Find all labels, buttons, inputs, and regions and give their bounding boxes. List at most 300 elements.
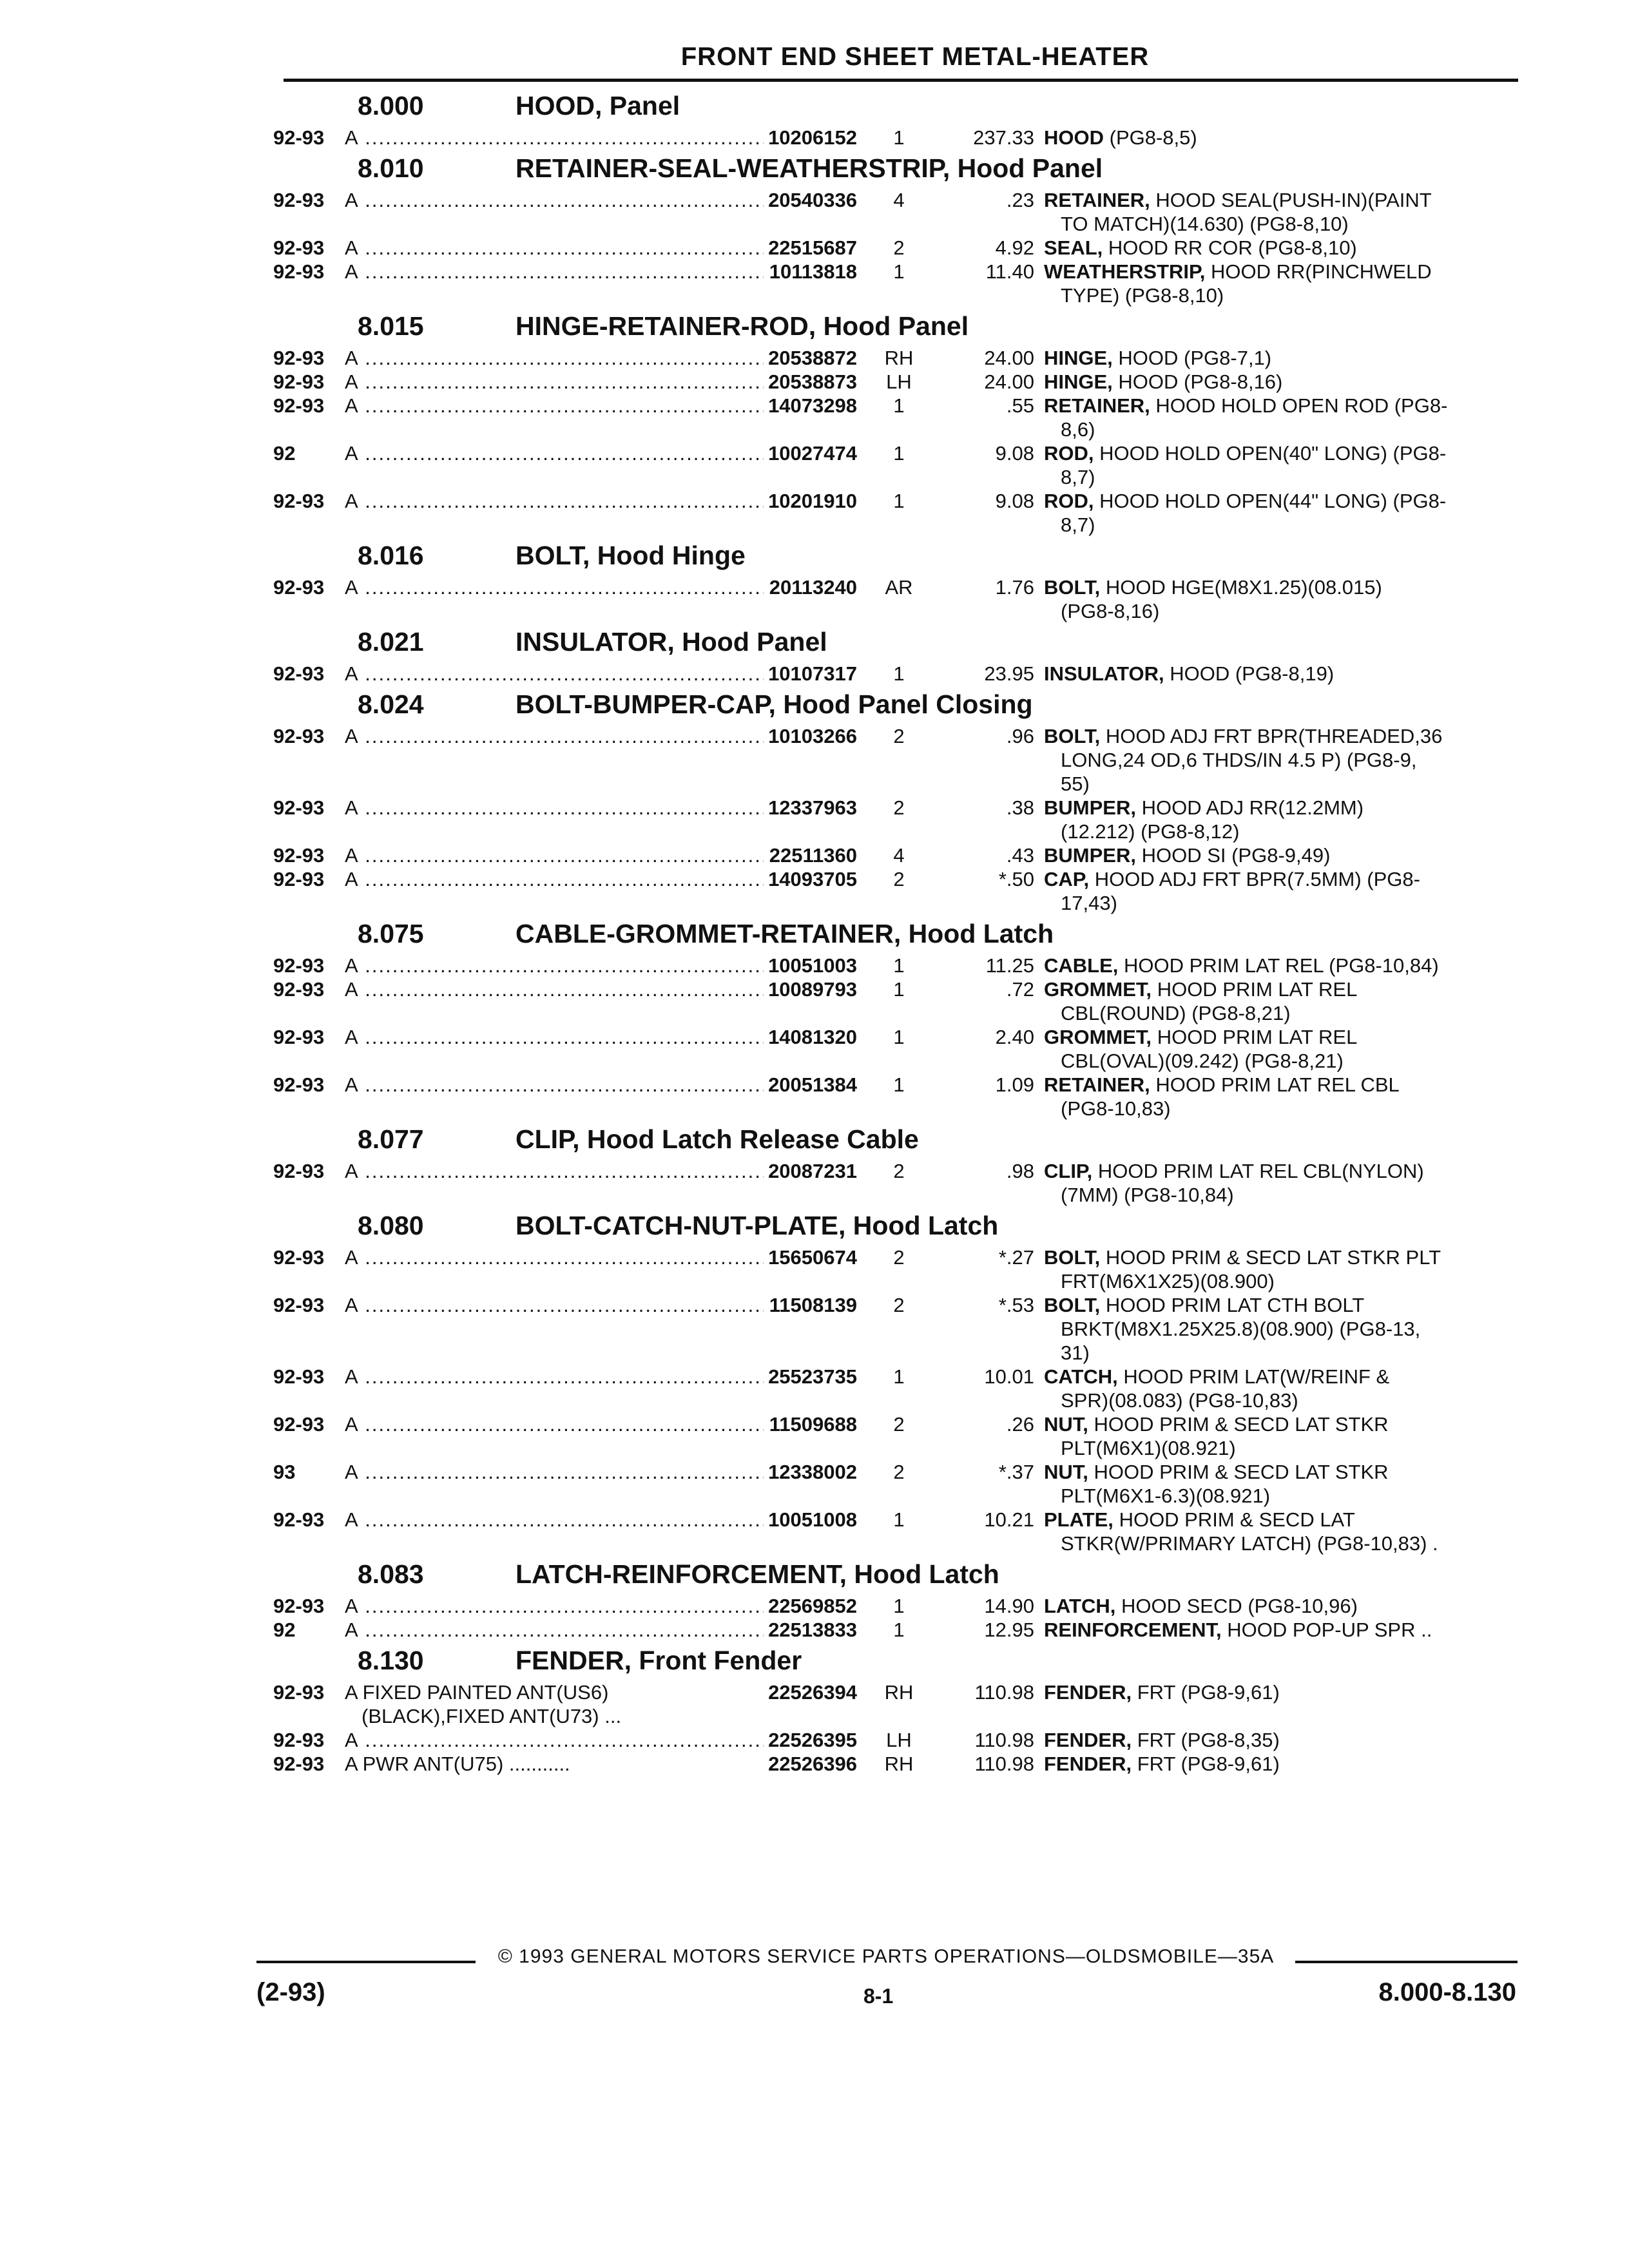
description-text: HOOD RR COR (PG8-8,10) [1108, 236, 1357, 259]
model-code [345, 188, 764, 236]
section-title: HOOD, Panel [516, 91, 680, 120]
section-title: HINGE-RETAINER-ROD, Hood Panel [516, 311, 969, 341]
part-number: 10027474 [768, 442, 857, 465]
quantity: 1 [893, 662, 905, 685]
quantity: RH [884, 347, 914, 369]
model-code [345, 1293, 764, 1365]
part-row [271, 867, 1527, 915]
part-description [1044, 843, 1495, 867]
price: .26 [1006, 1413, 1034, 1436]
description-text: HOOD PRIM & SECD LAT STKR [1094, 1413, 1389, 1436]
part-number: 14081320 [768, 1026, 857, 1048]
part-number: 22513833 [768, 1619, 857, 1641]
description-line-continued: PLT(M6X1-6.3)(08.921) [1061, 1485, 1271, 1507]
description-text: HOOD (PG8-7,1) [1118, 347, 1272, 369]
section-number: 8.077 [358, 1124, 424, 1154]
model-code [345, 260, 764, 307]
description-keyword: HINGE, [1044, 370, 1113, 393]
price: 24.00 [984, 370, 1034, 393]
model-text: A ..... [345, 1073, 764, 1097]
description-text: HOOD SI (PG8-9,49) [1141, 844, 1331, 867]
model-code [345, 1365, 764, 1412]
part-row [271, 796, 1527, 843]
model-year: 92-93 [273, 1365, 325, 1388]
part-description [1044, 489, 1495, 537]
model-text: A FIXED PAINTED ANT(US6) [345, 1681, 609, 1704]
model-text: A ..... [345, 1618, 764, 1642]
section-header [271, 916, 1527, 954]
model-text: A ..... [345, 441, 764, 465]
description-line [1044, 724, 1495, 748]
model-year: 92-93 [273, 1681, 325, 1704]
part-number: 22526395 [768, 1729, 857, 1751]
section-header [271, 1643, 1527, 1680]
quantity: LH [886, 370, 912, 393]
part-row [271, 977, 1527, 1025]
price: 2.40 [995, 1026, 1034, 1048]
section-number: 8.016 [358, 541, 424, 570]
section-number: 8.130 [358, 1646, 424, 1675]
price: *.27 [998, 1246, 1034, 1269]
part-row [271, 1159, 1527, 1207]
part-row [271, 1728, 1527, 1752]
description-line-continued: (PG8-8,16) [1061, 600, 1160, 622]
quantity: 1 [893, 954, 905, 977]
part-row [271, 489, 1527, 537]
quantity: RH [884, 1753, 914, 1775]
model-text: A ..... [345, 370, 764, 394]
section-block [271, 88, 1527, 149]
description-keyword: HINGE, [1044, 347, 1113, 369]
description-line [1044, 394, 1495, 418]
model-text: A ..... [345, 1412, 764, 1436]
model-year: 92-93 [273, 954, 325, 977]
description-text: HOOD HGE(M8X1.25)(08.015) [1105, 576, 1382, 599]
part-number: 25523735 [768, 1365, 857, 1388]
description-line-continued: CBL(ROUND) (PG8-8,21) [1061, 1002, 1291, 1024]
top-rule [284, 79, 1518, 82]
model-text: A ..... [345, 954, 764, 977]
price: 24.00 [984, 347, 1034, 369]
description-text: HOOD POP-UP SPR .. [1227, 1619, 1432, 1641]
model-text: A ..... [345, 867, 764, 891]
description-line-continued: SPR)(08.083) (PG8-10,83) [1061, 1389, 1298, 1412]
description-line-continued: PLT(M6X1)(08.921) [1061, 1437, 1236, 1459]
part-description [1044, 1159, 1495, 1207]
part-number: 22515687 [768, 236, 857, 259]
description-line [1044, 796, 1495, 820]
model-code [345, 1460, 764, 1508]
description-text: HOOD PRIM LAT REL (PG8-10,84) [1124, 954, 1439, 977]
quantity: 2 [893, 1413, 905, 1436]
description-keyword: CAP, [1044, 868, 1090, 890]
part-description [1044, 260, 1495, 307]
quantity: 2 [893, 868, 905, 890]
part-description [1044, 346, 1495, 370]
section-number: 8.024 [358, 689, 424, 719]
price: 110.98 [974, 1753, 1034, 1775]
model-year: 92-93 [273, 260, 325, 283]
part-row [271, 1025, 1527, 1073]
section-block [271, 309, 1527, 537]
price: 9.08 [995, 490, 1034, 512]
model-text: A ..... [345, 977, 764, 1001]
part-row [271, 1508, 1527, 1555]
quantity: 2 [893, 1246, 905, 1269]
description-line [1044, 1752, 1495, 1776]
model-year: 92-93 [273, 868, 325, 890]
part-row [271, 1460, 1527, 1508]
model-year: 92-93 [273, 347, 325, 369]
model-year: 92-93 [273, 1294, 325, 1316]
footer-rule-right [1295, 1961, 1518, 1963]
part-description [1044, 1508, 1495, 1555]
section-number: 8.083 [358, 1559, 424, 1589]
part-description [1044, 1412, 1495, 1460]
section-title: LATCH-REINFORCEMENT, Hood Latch [516, 1559, 999, 1589]
part-number: 10103266 [768, 725, 857, 747]
price: .72 [1006, 978, 1034, 1001]
section-header [271, 1557, 1527, 1594]
quantity: 4 [893, 189, 905, 211]
description-keyword: REINFORCEMENT, [1044, 1619, 1222, 1641]
description-text: HOOD PRIM & SECD LAT [1119, 1508, 1355, 1531]
description-line [1044, 867, 1495, 891]
description-keyword: NUT, [1044, 1461, 1088, 1483]
description-line-continued: STKR(W/PRIMARY LATCH) (PG8-10,83) . [1061, 1532, 1438, 1555]
description-keyword: LATCH, [1044, 1595, 1116, 1617]
description-line-continued: TYPE) (PG8-8,10) [1061, 284, 1224, 307]
description-text: FRT (PG8-9,61) [1137, 1753, 1280, 1775]
section-block [271, 1208, 1527, 1555]
part-number: 12338002 [768, 1461, 857, 1483]
description-line-continued: (PG8-10,83) [1061, 1097, 1171, 1120]
model-year: 92-93 [273, 1508, 325, 1531]
part-number: 15650674 [768, 1246, 857, 1269]
model-code [345, 370, 764, 394]
description-keyword: ROD, [1044, 442, 1094, 465]
part-row [271, 843, 1527, 867]
model-code [345, 1594, 764, 1618]
description-line-continued: (7MM) (PG8-10,84) [1061, 1184, 1234, 1206]
description-text: HOOD SECD (PG8-10,96) [1121, 1595, 1358, 1617]
description-keyword: BOLT, [1044, 1294, 1101, 1316]
part-row [271, 394, 1527, 441]
model-text: A ..... [345, 188, 764, 212]
quantity: 1 [893, 1073, 905, 1096]
part-number: 14073298 [768, 394, 857, 417]
section-title: RETAINER-SEAL-WEATHERSTRIP, Hood Panel [516, 153, 1103, 183]
quantity: 1 [893, 1508, 905, 1531]
description-keyword: NUT, [1044, 1413, 1088, 1436]
part-description [1044, 977, 1495, 1025]
price: *.53 [998, 1294, 1034, 1316]
description-line-continued: 31) [1061, 1341, 1090, 1364]
description-line [1044, 1293, 1495, 1317]
model-year: 92-93 [273, 796, 325, 819]
model-code [345, 236, 764, 260]
description-text: HOOD ADJ FRT BPR(7.5MM) (PG8- [1094, 868, 1420, 890]
price: .43 [1006, 844, 1034, 867]
part-description [1044, 1460, 1495, 1508]
model-text: A ..... [345, 394, 764, 418]
model-year: 92-93 [273, 978, 325, 1001]
quantity: 1 [893, 442, 905, 465]
description-line [1044, 1460, 1495, 1484]
part-row [271, 1245, 1527, 1293]
part-description [1044, 441, 1495, 489]
description-line [1044, 954, 1495, 977]
footer-copyright: © 1993 GENERAL MOTORS SERVICE PARTS OPERATIONS—OLDSMOBILE—35A [497, 1946, 1275, 1967]
model-text: A ..... [345, 796, 764, 820]
section-block [271, 624, 1527, 686]
price: 23.95 [984, 662, 1034, 685]
section-number: 8.000 [358, 91, 424, 120]
model-code [345, 796, 764, 843]
description-line [1044, 1365, 1495, 1389]
model-code [345, 724, 764, 796]
description-text: HOOD HOLD OPEN ROD (PG8- [1155, 394, 1448, 417]
part-row [271, 236, 1527, 260]
description-text: HOOD HOLD OPEN(40" LONG) (PG8- [1099, 442, 1447, 465]
part-row [271, 1752, 1527, 1776]
quantity: LH [886, 1729, 912, 1751]
section-title: BOLT, Hood Hinge [516, 541, 746, 570]
description-keyword: INSULATOR, [1044, 662, 1164, 685]
part-description [1044, 1365, 1495, 1412]
part-number: 22526394 [768, 1681, 857, 1704]
section-title: BOLT-BUMPER-CAP, Hood Panel Closing [516, 689, 1033, 719]
price: 14.90 [984, 1595, 1034, 1617]
part-row [271, 260, 1527, 307]
model-code [345, 1245, 764, 1293]
model-year: 92-93 [273, 844, 325, 867]
description-line [1044, 1073, 1495, 1097]
description-line-continued: 8,7) [1061, 514, 1095, 536]
section-title: BOLT-CATCH-NUT-PLATE, Hood Latch [516, 1211, 999, 1240]
price: 1.76 [995, 576, 1034, 599]
model-text: A ..... [345, 1293, 764, 1317]
description-text: HOOD HOLD OPEN(44" LONG) (PG8- [1099, 490, 1447, 512]
model-code [345, 1728, 764, 1752]
price: 11.25 [985, 954, 1034, 977]
description-text: HOOD ADJ FRT BPR(THREADED,36 [1105, 725, 1443, 747]
part-number: 20113240 [769, 576, 857, 599]
model-text: A ..... [345, 1245, 764, 1269]
description-line-continued: TO MATCH)(14.630) (PG8-8,10) [1061, 213, 1349, 235]
model-year: 93 [273, 1461, 296, 1483]
part-description [1044, 575, 1495, 623]
section-header [271, 151, 1527, 188]
description-keyword: BOLT, [1044, 725, 1101, 747]
description-line [1044, 441, 1495, 465]
quantity: 2 [893, 796, 905, 819]
description-line-continued: CBL(OVAL)(09.242) (PG8-8,21) [1061, 1050, 1344, 1072]
part-description [1044, 1752, 1495, 1776]
part-number: 22526396 [768, 1753, 857, 1775]
section-block [271, 151, 1527, 307]
description-keyword: HOOD [1044, 126, 1104, 149]
part-description [1044, 1025, 1495, 1073]
quantity: RH [884, 1681, 914, 1704]
model-year: 92-93 [273, 662, 325, 685]
part-description [1044, 394, 1495, 441]
model-code [345, 1680, 764, 1728]
section-header [271, 687, 1527, 724]
price: 12.95 [984, 1619, 1034, 1641]
model-code [345, 662, 764, 686]
description-text: HOOD PRIM LAT REL CBL(NYLON) [1097, 1160, 1424, 1182]
description-line [1044, 1618, 1495, 1642]
model-code [345, 575, 764, 623]
description-text: FRT (PG8-9,61) [1137, 1681, 1280, 1704]
part-description [1044, 1594, 1495, 1618]
model-code [345, 867, 764, 915]
model-code [345, 126, 764, 149]
section-block [271, 687, 1527, 915]
description-line [1044, 575, 1495, 599]
model-text: A ..... [345, 1728, 764, 1752]
price: .55 [1006, 394, 1034, 417]
model-text: A ..... [345, 1460, 764, 1484]
quantity: 2 [893, 1160, 905, 1182]
description-line-continued: 8,6) [1061, 418, 1095, 441]
model-code [345, 1752, 764, 1776]
part-row [271, 662, 1527, 686]
model-text: A ..... [345, 260, 764, 284]
description-line [1044, 346, 1495, 370]
description-line [1044, 370, 1495, 394]
part-description [1044, 188, 1495, 236]
part-description [1044, 1618, 1495, 1642]
quantity: 1 [893, 978, 905, 1001]
model-year: 92-93 [273, 1595, 325, 1617]
part-row [271, 1365, 1527, 1412]
description-line-continued: FRT(M6X1X25)(08.900) [1061, 1270, 1275, 1293]
quantity: 2 [893, 1461, 905, 1483]
description-text: HOOD ADJ RR(12.2MM) [1141, 796, 1364, 819]
description-keyword: CABLE, [1044, 954, 1119, 977]
description-keyword: RETAINER, [1044, 394, 1150, 417]
part-description [1044, 370, 1495, 394]
part-row [271, 441, 1527, 489]
part-row [271, 126, 1527, 149]
model-code [345, 843, 764, 867]
section-block [271, 1643, 1527, 1776]
model-year: 92 [273, 442, 296, 465]
part-description [1044, 796, 1495, 843]
part-row [271, 724, 1527, 796]
price: 11.40 [985, 260, 1034, 283]
part-row [271, 1594, 1527, 1618]
description-text: HOOD PRIM LAT(W/REINF & [1123, 1365, 1390, 1388]
model-year: 92-93 [273, 394, 325, 417]
part-number: 20540336 [768, 189, 857, 211]
model-text: A ..... [345, 126, 764, 149]
model-year: 92-93 [273, 236, 325, 259]
description-keyword: RETAINER, [1044, 1073, 1150, 1096]
model-year: 92-93 [273, 1073, 325, 1096]
description-text: HOOD PRIM LAT CTH BOLT [1105, 1294, 1365, 1316]
section-header [271, 538, 1527, 575]
part-number: 10113818 [769, 260, 857, 283]
description-keyword: GROMMET, [1044, 1026, 1152, 1048]
model-text: A ..... [345, 236, 764, 260]
description-line [1044, 1412, 1495, 1436]
price: .23 [1006, 189, 1034, 211]
model-code [345, 346, 764, 370]
description-keyword: BUMPER, [1044, 844, 1136, 867]
quantity: 1 [893, 1595, 905, 1617]
description-keyword: SEAL, [1044, 236, 1103, 259]
model-text: A ..... [345, 575, 764, 599]
quantity: 2 [893, 725, 905, 747]
description-text: FRT (PG8-8,35) [1137, 1729, 1280, 1751]
description-line-continued: BRKT(M8X1.25X25.8)(08.900) (PG8-13, [1061, 1318, 1421, 1340]
description-keyword: GROMMET, [1044, 978, 1152, 1001]
part-description [1044, 954, 1495, 977]
model-text: A ..... [345, 724, 764, 748]
section-block [271, 1122, 1527, 1207]
quantity: 1 [893, 1619, 905, 1641]
description-line-continued: 55) [1061, 773, 1090, 795]
model-year: 92-93 [273, 576, 325, 599]
quantity: 1 [893, 260, 905, 283]
part-number: 14093705 [768, 868, 857, 890]
model-text: A ..... [345, 843, 764, 867]
section-number: 8.015 [358, 311, 424, 341]
section-block [271, 916, 1527, 1120]
model-year: 92-93 [273, 126, 325, 149]
model-year: 92-93 [273, 1413, 325, 1436]
model-code [345, 1025, 764, 1073]
part-row [271, 1412, 1527, 1460]
description-keyword: BOLT, [1044, 1246, 1101, 1269]
description-line [1044, 662, 1495, 686]
description-keyword: CLIP, [1044, 1160, 1093, 1182]
model-code [345, 1618, 764, 1642]
quantity: 2 [893, 1294, 905, 1316]
description-text: HOOD PRIM LAT REL [1157, 1026, 1358, 1048]
description-line-continued: 17,43) [1061, 892, 1117, 914]
description-text: HOOD SEAL(PUSH-IN)(PAINT [1155, 189, 1432, 211]
price: 4.92 [995, 236, 1034, 259]
model-year: 92 [273, 1619, 296, 1641]
quantity: AR [885, 576, 913, 599]
description-line [1044, 236, 1495, 260]
description-text: HOOD RR(PINCHWELD [1210, 260, 1432, 283]
section-header [271, 1208, 1527, 1245]
price: *.50 [998, 868, 1034, 890]
description-line [1044, 1245, 1495, 1269]
part-description [1044, 662, 1495, 686]
part-number: 10107317 [768, 662, 857, 685]
section-header [271, 1122, 1527, 1159]
description-line [1044, 489, 1495, 513]
description-keyword: BUMPER, [1044, 796, 1136, 819]
part-number: 20087231 [768, 1160, 857, 1182]
section-title: CABLE-GROMMET-RETAINER, Hood Latch [516, 919, 1054, 948]
description-line [1044, 1159, 1495, 1183]
model-year: 92-93 [273, 1729, 325, 1751]
part-number: 11509688 [769, 1413, 857, 1436]
description-line-continued: (12.212) (PG8-8,12) [1061, 820, 1240, 843]
price: 110.98 [974, 1681, 1034, 1704]
price: .38 [1006, 796, 1034, 819]
section-number: 8.075 [358, 919, 424, 948]
model-text: A ..... [345, 1025, 764, 1049]
part-row [271, 346, 1527, 370]
